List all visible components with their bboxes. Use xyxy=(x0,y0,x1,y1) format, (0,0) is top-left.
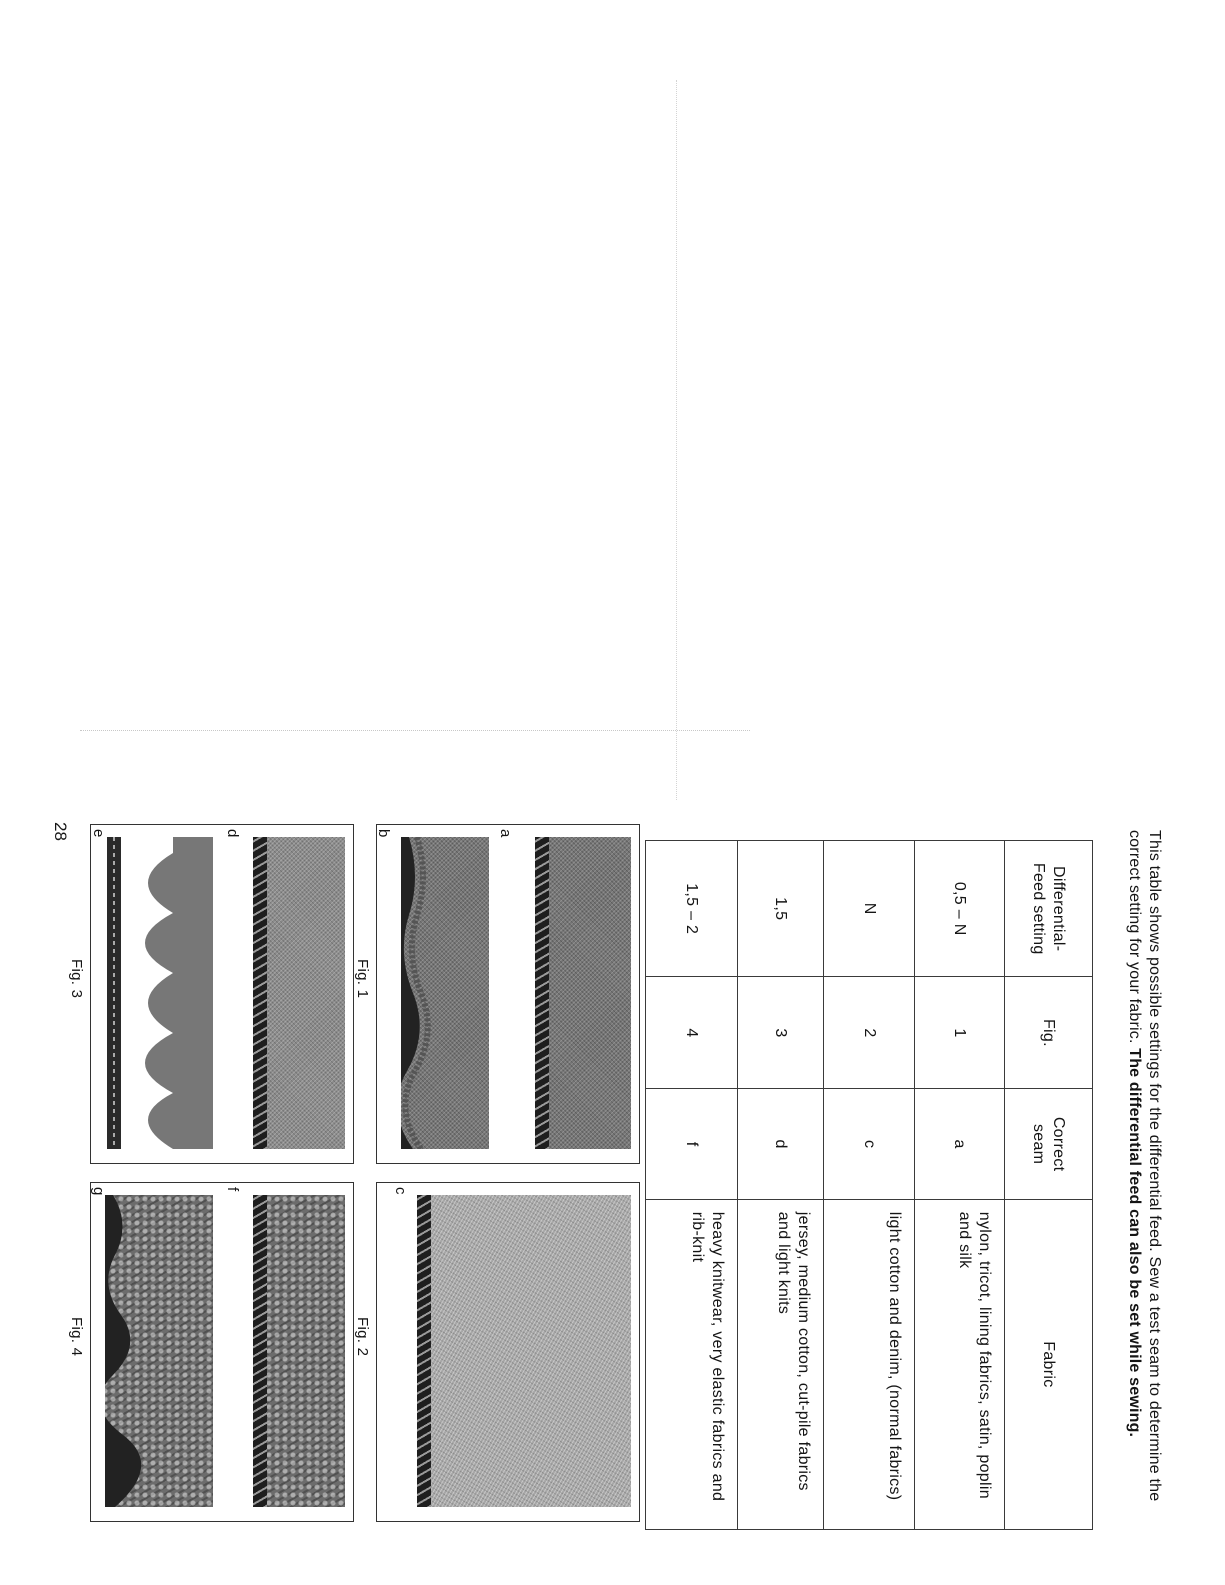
cell-setting: 1,5 xyxy=(738,841,824,977)
seam-swatch-e xyxy=(105,837,213,1149)
table-header-row xyxy=(1005,841,1093,1530)
seam-swatch-b xyxy=(401,837,489,1149)
overlock-seam xyxy=(535,837,549,1149)
gathered-seam xyxy=(105,837,213,1149)
swatch-label-c: c xyxy=(392,1187,409,1195)
overlock-seam xyxy=(417,1195,431,1507)
seam-swatch-g xyxy=(105,1195,213,1507)
header-fabric: Fabric xyxy=(1005,1199,1093,1529)
page-number: 28 xyxy=(51,822,70,841)
cell-fig: 4 xyxy=(646,977,738,1089)
table-row xyxy=(915,841,1005,1530)
intro-paragraph xyxy=(1124,830,1164,1530)
overlock-seam xyxy=(253,1195,267,1507)
cell-seam: f xyxy=(646,1089,738,1199)
swatch-label-f: f xyxy=(224,1187,241,1192)
header-differential-feed: Differential- Feed setting xyxy=(1005,841,1093,977)
intro-bold-text: The differential feed can also be set while sewing. xyxy=(1126,1048,1143,1438)
cell-fabric: nylon, tricot, lining fabrics, satin, poplin and silk xyxy=(915,1199,1005,1529)
intro-text: This table shows possible settings for the differential feed. Sew a test seam to determine the correct setting for your fabric. xyxy=(1126,830,1163,1502)
scan-artifact-fold xyxy=(676,80,677,800)
seam-swatch-c xyxy=(417,1195,631,1507)
figure-2 xyxy=(354,1182,640,1522)
cell-fig: 1 xyxy=(915,977,1005,1089)
seam-swatch-a xyxy=(535,837,631,1149)
figure-2-caption: Fig. 2 xyxy=(354,1317,371,1357)
cell-seam: d xyxy=(738,1089,824,1199)
figure-4 xyxy=(68,1182,354,1522)
figure-1 xyxy=(354,824,640,1164)
table-row xyxy=(646,841,738,1530)
swatch-label-e: e xyxy=(90,829,107,838)
figure-1-caption: Fig. 1 xyxy=(354,959,371,999)
scan-artifact-line xyxy=(80,730,750,731)
figure-3 xyxy=(68,824,354,1164)
header-fig: Fig. xyxy=(1005,977,1093,1089)
cell-setting: 0,5 – N xyxy=(915,841,1005,977)
manual-page-content xyxy=(40,822,1180,1550)
seam-swatch-d xyxy=(253,837,345,1149)
swatch-label-a: a xyxy=(497,829,514,838)
table-row xyxy=(738,841,824,1530)
overlock-seam xyxy=(253,837,267,1149)
header-correct-seam: Correct seam xyxy=(1005,1089,1093,1199)
wavy-seam-edge xyxy=(105,1195,213,1507)
wavy-seam-edge xyxy=(401,837,489,1149)
table-row xyxy=(824,841,915,1530)
cell-setting: 1,5 – 2 xyxy=(646,841,738,977)
figure-4-caption: Fig. 4 xyxy=(68,1317,85,1357)
cell-fabric: jersey, medium cotton, cut-pile fabrics and light knits xyxy=(738,1199,824,1529)
cell-fabric: heavy knitwear, very elastic fabrics and rib-knit xyxy=(646,1199,738,1529)
cell-fig: 2 xyxy=(824,977,915,1089)
swatch-label-d: d xyxy=(224,829,241,838)
seam-swatch-f xyxy=(253,1195,345,1507)
figure-3-caption: Fig. 3 xyxy=(68,959,85,999)
cell-seam: a xyxy=(915,1089,1005,1199)
swatch-label-b: b xyxy=(375,829,392,838)
differential-feed-table xyxy=(645,840,1093,1530)
cell-seam: c xyxy=(824,1089,915,1199)
cell-fabric: light cotton and denim, (normal fabrics) xyxy=(824,1199,915,1529)
cell-fig: 3 xyxy=(738,977,824,1089)
swatch-label-g: g xyxy=(90,1187,107,1196)
cell-setting: N xyxy=(824,841,915,977)
